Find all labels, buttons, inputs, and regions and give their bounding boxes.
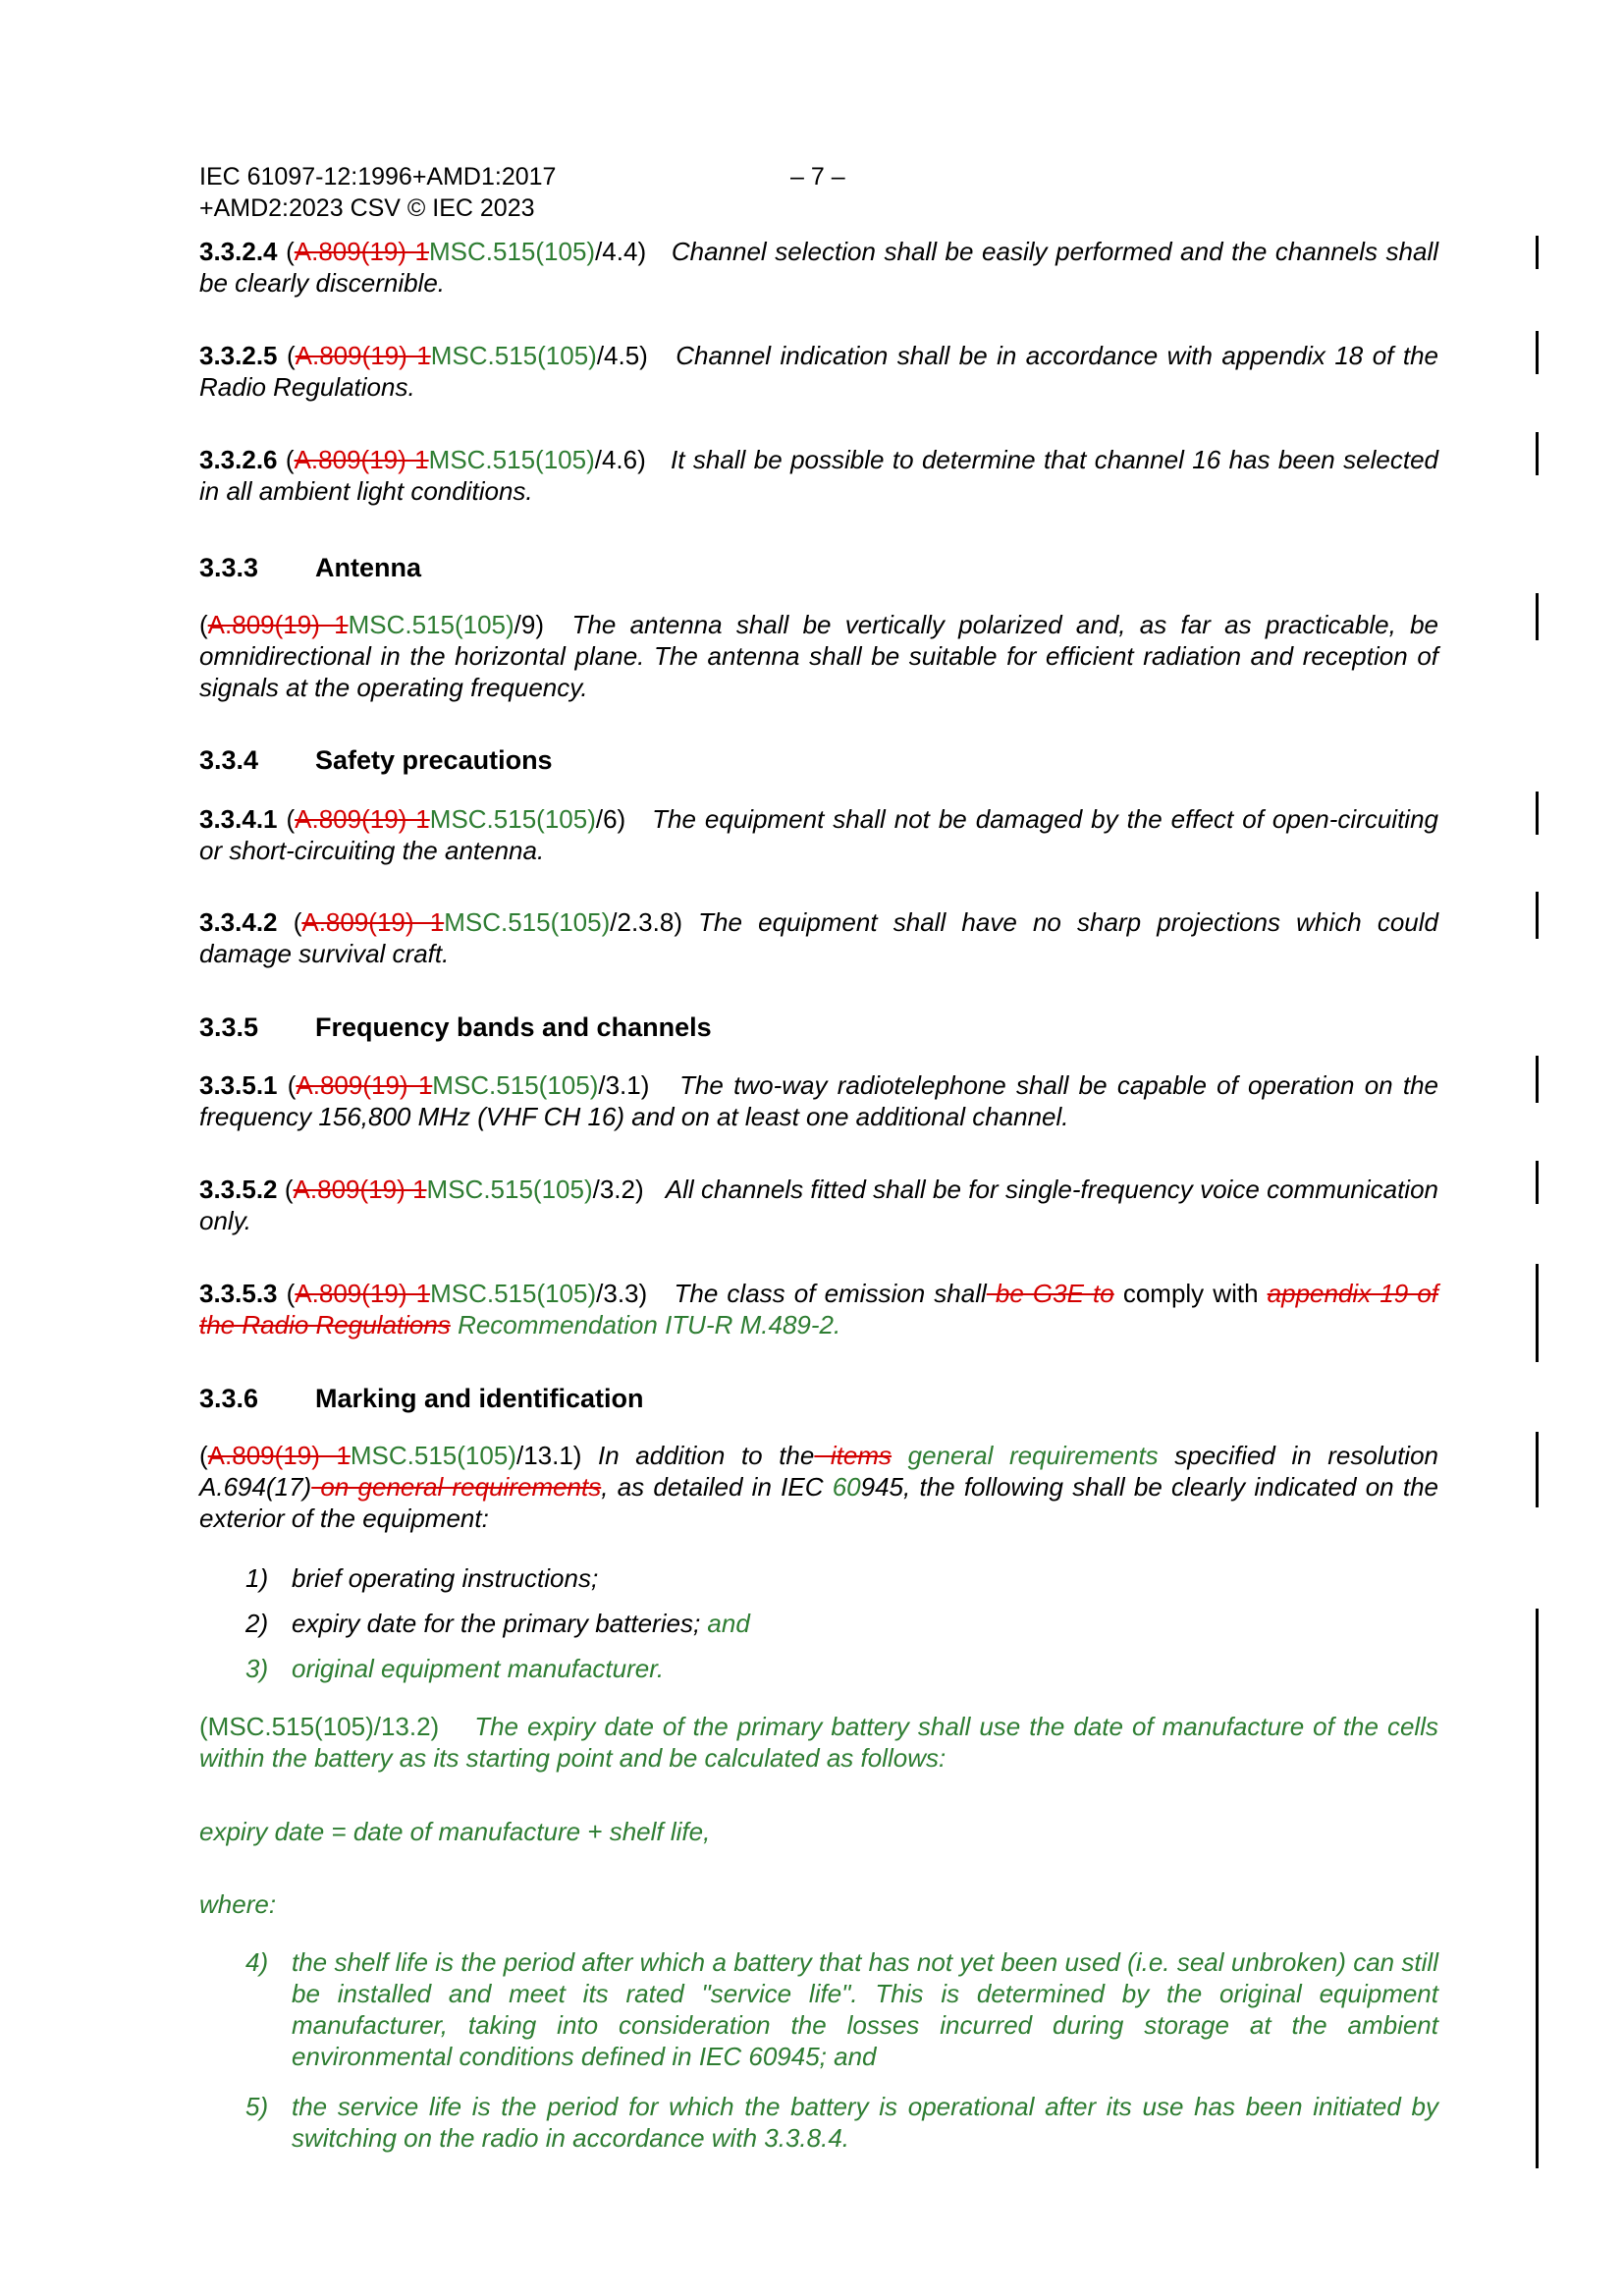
clause-3-3-4-1 bbox=[199, 803, 1438, 866]
clause-number: 3.3.4.1 bbox=[199, 804, 278, 834]
reference-section: /6) bbox=[595, 804, 626, 834]
list-number: 1) bbox=[245, 1563, 269, 1593]
change-bar bbox=[1536, 792, 1539, 835]
paren-open: ( bbox=[199, 1441, 208, 1470]
list-item bbox=[245, 1562, 1438, 1594]
clause-number: 3.3.2.5 bbox=[199, 341, 278, 370]
change-bar bbox=[1536, 1432, 1539, 1507]
list-text: brief operating instructions; bbox=[292, 1563, 599, 1593]
deleted-reference: A.809(19) 1 bbox=[294, 237, 429, 266]
heading-title: Safety precautions bbox=[315, 745, 553, 775]
clause-3-3-2-5 bbox=[199, 340, 1438, 403]
where-label: where: bbox=[199, 1889, 277, 1919]
heading-title: Frequency bands and channels bbox=[315, 1012, 712, 1042]
clause-text: The equipment shall have no sharp projections which could damage survival craft. bbox=[199, 907, 1438, 968]
reference-section: /3.1) bbox=[598, 1070, 650, 1100]
deleted-reference: A.809(19) 1 bbox=[295, 1279, 431, 1308]
paren-open: ( bbox=[277, 907, 302, 937]
clause-text: The class of emission shall bbox=[674, 1279, 987, 1308]
change-bar bbox=[1536, 1264, 1539, 1362]
deleted-reference: A.809(19) 1 bbox=[294, 445, 429, 474]
inserted-text: 60 bbox=[832, 1472, 861, 1502]
reference-section: /4.4) bbox=[595, 237, 647, 266]
inserted-reference: MSC.515(105) bbox=[444, 907, 611, 937]
clause-text: The expiry date of the primary battery shall use the date of manufacture of the cells within the battery as its starting point and be calculated as follows: bbox=[199, 1712, 1438, 1773]
deleted-reference: A.809(19) 1 bbox=[301, 907, 445, 937]
change-bar bbox=[1536, 1609, 1539, 2168]
clause-3-3-2-4 bbox=[199, 236, 1438, 299]
inserted-reference: MSC.515(105) bbox=[432, 1070, 599, 1100]
change-bar bbox=[1536, 593, 1539, 640]
clause-number: 3.3.2.6 bbox=[199, 445, 278, 474]
clause-number: 3.3.5.1 bbox=[199, 1070, 278, 1100]
paren-open: ( bbox=[199, 610, 208, 639]
reference-section: /4.5) bbox=[596, 341, 648, 370]
deleted-reference: A.809(19) 1 bbox=[295, 804, 430, 834]
list-item bbox=[245, 1608, 1438, 1639]
list-number: 2) bbox=[245, 1609, 269, 1638]
list-number: 4) bbox=[245, 1947, 269, 1977]
list-text: original equipment manufacturer. bbox=[292, 1654, 665, 1683]
change-bar bbox=[1536, 236, 1539, 269]
clause-number: 3.3.4.2 bbox=[199, 907, 278, 937]
reference: (MSC.515(105)/13.2) bbox=[199, 1712, 440, 1741]
inserted-reference: MSC.515(105) bbox=[429, 804, 596, 834]
heading-number: 3.3.3 bbox=[199, 553, 259, 582]
clause-text: Channel selection shall be easily performed and the channels shall be clearly discernible. bbox=[199, 237, 1439, 298]
clause-3-3-2-6 bbox=[199, 444, 1438, 507]
clause-text: All channels fitted shall be for single-frequency voice communication only. bbox=[199, 1175, 1438, 1235]
paren-open: ( bbox=[277, 1279, 296, 1308]
inserted-reference: MSC.515(105) bbox=[430, 1279, 597, 1308]
change-bar bbox=[1536, 1056, 1539, 1103]
clause-number: 3.3.5.3 bbox=[199, 1279, 278, 1308]
page-number: – 7 – bbox=[790, 163, 845, 191]
heading-number: 3.3.4 bbox=[199, 745, 259, 775]
inserted-reference: MSC.515(105) bbox=[429, 237, 596, 266]
clause-text: It shall be possible to determine that channel 16 has been selected in all ambient light conditions. bbox=[199, 445, 1438, 506]
paren-open: ( bbox=[277, 804, 296, 834]
clause-number: 3.3.5.2 bbox=[199, 1175, 278, 1204]
clause-3-3-5-3 bbox=[199, 1278, 1438, 1340]
list-text: expiry date for the primary batteries; bbox=[292, 1609, 701, 1638]
heading-3-3-4 bbox=[199, 743, 553, 777]
heading-title: Marking and identification bbox=[315, 1384, 644, 1413]
heading-3-3-5 bbox=[199, 1011, 712, 1044]
clause-text: Channel indication shall be in accordance with appendix 18 of the Radio Regulations. bbox=[199, 341, 1438, 402]
paren-open: ( bbox=[277, 1070, 297, 1100]
heading-number: 3.3.6 bbox=[199, 1384, 259, 1413]
clause-3-3-5-1 bbox=[199, 1069, 1438, 1132]
heading-3-3-6 bbox=[199, 1382, 644, 1415]
inserted-text: Recommendation ITU-R M.489-2. bbox=[450, 1310, 841, 1339]
list-item bbox=[245, 1653, 1438, 1684]
expiry-formula: expiry date = date of manufacture + shelf life, bbox=[199, 1817, 711, 1846]
deleted-reference: A.809(19) 1 bbox=[295, 341, 431, 370]
inserted-text: general requirements bbox=[892, 1441, 1159, 1470]
paren-open: ( bbox=[277, 237, 295, 266]
inserted-reference: MSC.515(105) bbox=[430, 341, 597, 370]
inserted-reference: MSC.515(105) bbox=[426, 1175, 593, 1204]
clause-3-3-3-text bbox=[199, 609, 1438, 703]
deleted-text: items bbox=[814, 1441, 893, 1470]
change-bar bbox=[1536, 331, 1539, 374]
clause-3-3-6-text bbox=[199, 1440, 1438, 1534]
heading-title: Antenna bbox=[315, 553, 421, 582]
deleted-text: appendix 19 of the Radio Regulations bbox=[199, 1279, 1439, 1339]
deleted-reference: A.809(19) 1 bbox=[207, 610, 349, 639]
deleted-reference: A.809(19) 1 bbox=[293, 1175, 427, 1204]
clause-text: The antenna shall be vertically polarized and, as far as practicable, be omnidirectional in the horizontal plane. The antenna shall be suitable for efficient radiation and reception of signals at the operating frequency. bbox=[199, 610, 1438, 702]
inserted-text: and bbox=[700, 1609, 750, 1638]
reference-section: /3.2) bbox=[592, 1175, 644, 1204]
clause-text: comply with bbox=[1113, 1279, 1268, 1308]
list-text: the shelf life is the period after which a battery that has not yet been used (i.e. seal unbroken) can still be installed and meet its rated "service life". This is determined by the original equipment manufacturer, taking into consideration the losses incurred during storage at the ambient environmental conditions defined in IEC 60945; and bbox=[292, 1947, 1438, 2071]
paren-open: ( bbox=[277, 1175, 294, 1204]
clause-text: The two-way radiotelephone shall be capable of operation on the frequency 156,800 MHz (VHF CH 16) and on at least one additional channel. bbox=[199, 1070, 1438, 1131]
deleted-text: be G3E to bbox=[986, 1279, 1114, 1308]
list-item bbox=[245, 2091, 1438, 2154]
clause-number: 3.3.2.4 bbox=[199, 237, 278, 266]
list-number: 5) bbox=[245, 2092, 269, 2121]
change-bar bbox=[1536, 1161, 1539, 1204]
heading-number: 3.3.5 bbox=[199, 1012, 259, 1042]
deleted-text: on general requirements bbox=[311, 1472, 602, 1502]
document-header bbox=[199, 161, 556, 224]
list-item bbox=[245, 1946, 1438, 2072]
inserted-reference: MSC.515(105) bbox=[428, 445, 595, 474]
list-text: the service life is the period for which the battery is operational after its use has been initiated by switching on the radio in accordance with 3.3.8.4. bbox=[292, 2092, 1438, 2153]
reference-section: /2.3.8) bbox=[610, 907, 682, 937]
clause-text: , as detailed in IEC bbox=[601, 1472, 833, 1502]
standard-id-line2: +AMD2:2023 CSV © IEC 2023 bbox=[199, 194, 535, 222]
change-bar bbox=[1536, 892, 1539, 939]
inserted-reference: MSC.515(105) bbox=[348, 610, 514, 639]
clause-text: 945, the following shall be clearly indicated on the exterior of the equipment: bbox=[199, 1472, 1438, 1533]
paren-open: ( bbox=[277, 445, 295, 474]
standard-id-line1: IEC 61097-12:1996+AMD1:2017 bbox=[199, 163, 557, 191]
reference-section: /13.1) bbox=[515, 1441, 582, 1470]
heading-3-3-3 bbox=[199, 551, 421, 584]
change-bar bbox=[1536, 432, 1539, 475]
deleted-reference: A.809(19) 1 bbox=[207, 1441, 351, 1470]
reference-section: /4.6) bbox=[594, 445, 646, 474]
inserted-reference: MSC.515(105) bbox=[350, 1441, 516, 1470]
reference-section: /3.3) bbox=[596, 1279, 648, 1308]
reference-section: /9) bbox=[514, 610, 544, 639]
list-number: 3) bbox=[245, 1654, 269, 1683]
clause-3-3-5-2 bbox=[199, 1174, 1438, 1236]
clause-13-2-text bbox=[199, 1711, 1438, 1774]
deleted-reference: A.809(19) 1 bbox=[296, 1070, 433, 1100]
clause-text: In addition to the bbox=[598, 1441, 815, 1470]
clause-text: specified in resolution A.694(17) bbox=[199, 1441, 1438, 1502]
paren-open: ( bbox=[277, 341, 296, 370]
clause-text: The equipment shall not be damaged by the effect of open-circuiting or short-circuiting the antenna. bbox=[199, 804, 1438, 865]
clause-3-3-4-2 bbox=[199, 906, 1438, 969]
